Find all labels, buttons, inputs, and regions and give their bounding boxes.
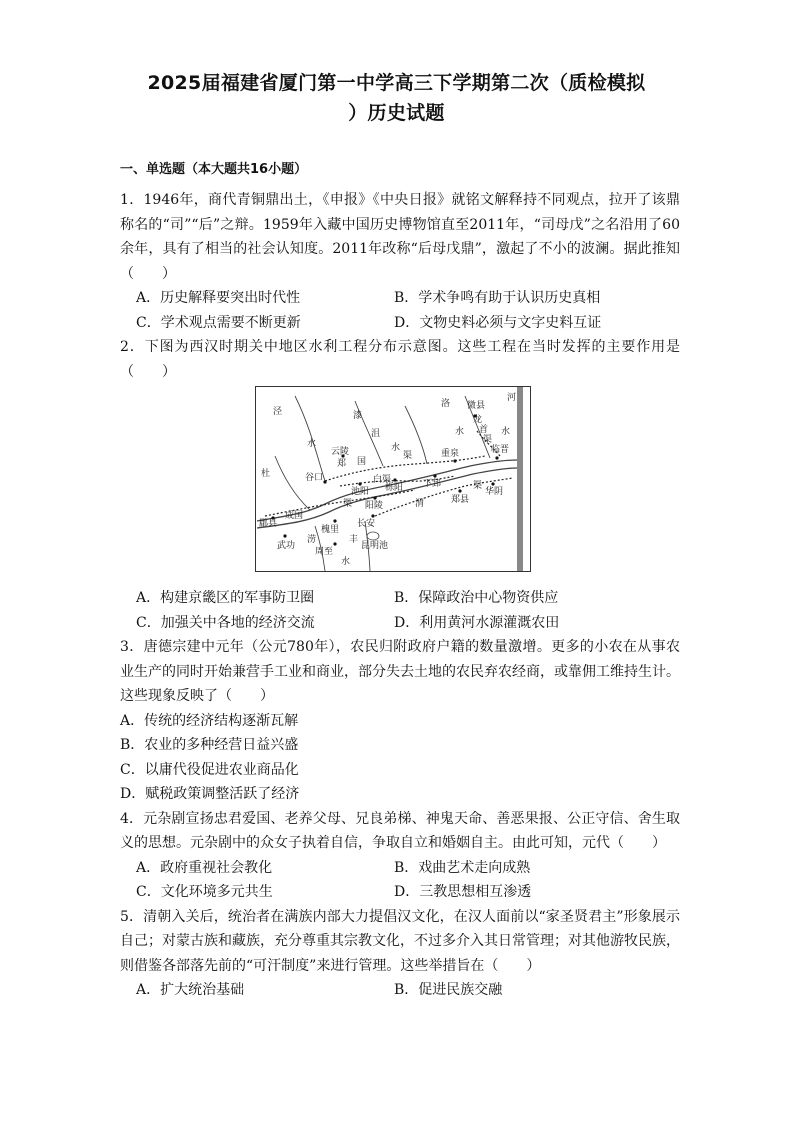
options xyxy=(120,856,680,905)
map-label: 水 xyxy=(391,443,401,453)
option-c[interactable]: C．加强关中各地的经济交流 xyxy=(136,614,315,631)
question-5 xyxy=(120,905,680,1003)
option-d[interactable]: D．赋税政策调整活跃了经济 xyxy=(120,786,300,802)
options xyxy=(120,709,680,807)
map-label: 泾 xyxy=(273,407,283,417)
water-works-map xyxy=(255,386,531,572)
map-label: 渠 xyxy=(403,451,413,461)
map-label: 涝 xyxy=(307,535,317,545)
option-a[interactable]: A．构建京畿区的军事防卫圈 xyxy=(136,590,315,606)
map-label: 渭 xyxy=(415,499,425,509)
map-label: 渠 xyxy=(343,499,353,509)
option-b[interactable]: B．促进民族交融 xyxy=(394,982,503,998)
map-label: 昆明池 xyxy=(361,541,389,551)
map-label: 郑县 xyxy=(451,495,470,505)
option-c[interactable]: C．文化环境多元共生 xyxy=(136,884,273,900)
map-label: 云陵 xyxy=(331,447,350,457)
section-heading: 一、单选题（本大题共16小题） xyxy=(120,162,308,177)
option-a[interactable]: A．历史解释要突出时代性 xyxy=(136,290,301,306)
option-a[interactable]: A．传统的经济结构逐渐瓦解 xyxy=(120,712,299,729)
map-label: 洛 xyxy=(441,399,451,409)
question-1 xyxy=(120,188,680,335)
option-b[interactable]: B．戏曲艺术走向成熟 xyxy=(394,859,531,876)
map-label: 丰 xyxy=(349,535,359,545)
map-label: 重泉 xyxy=(441,449,460,459)
map-label: 渠 xyxy=(483,435,493,445)
map-label: 华阴 xyxy=(485,487,504,497)
question-3 xyxy=(120,635,680,807)
map-label: 龙 xyxy=(473,415,483,425)
question-stem: 1．1946年，商代青铜鼎出土，《申报》《中央日报》就铭文解释持不同观点，拉开了该鼎称名的“司”“后”之辩。1959年入藏中国历史博物馆直至2011年，“司母戊”之名沿用了60余年，具有了相当的社会认知度。2011年改称“后母戊鼎”，激起了不小的波澜。据此推知（ ） xyxy=(120,192,680,282)
question-stem: 4．元杂剧宣扬忠君爱国、老养父母、兄良弟梯、神鬼天命、善恶果报、公正守信、舍生取义的思想。元杂剧中的众女子执着自信，争取自立和婚姻自主。由此可知，元代（ ） xyxy=(120,810,680,851)
question-list xyxy=(120,188,680,1003)
map-label: 国 xyxy=(357,457,367,467)
option-c[interactable]: C．以庸代役促进农业商品化 xyxy=(120,761,299,778)
map-label: 谷口 xyxy=(305,473,324,483)
map-label: 下邽 xyxy=(423,479,442,489)
map-label: 漆 xyxy=(353,411,363,421)
title-line-2: ）历史试题 xyxy=(348,102,445,124)
question-4 xyxy=(120,807,680,905)
question-stem: 5．清朝入关后，统治者在满族内部大力提倡汉文化，在汉人面前以“家圣贤君主”形象展示自己；对蒙古族和藏族，充分尊重其宗教文化，不过多介入其日常管理；对其他游牧民族，则借鉴各部落先前的“可汗制度”来进行管理。这些举措旨在（ ） xyxy=(120,908,680,974)
option-a[interactable]: A．政府重视社会教化 xyxy=(136,859,273,876)
map-label: 首 xyxy=(479,425,489,435)
map-label: 武功 xyxy=(277,541,296,551)
map-label: 河 xyxy=(507,393,517,403)
map-label: 成国 xyxy=(285,511,304,521)
map-label: 水 xyxy=(307,439,317,449)
options xyxy=(120,586,680,635)
option-c[interactable]: C．学术观点需要不断更新 xyxy=(136,314,301,331)
option-a[interactable]: A．扩大统治基础 xyxy=(136,982,245,998)
option-b[interactable]: B．保障政治中心物资供应 xyxy=(394,590,559,606)
option-b[interactable]: B．农业的多种经营日益兴盛 xyxy=(120,737,299,753)
map-label: 渠 xyxy=(473,481,483,491)
map-label: 郑 xyxy=(337,459,347,469)
map-label: 阳陵 xyxy=(365,501,384,511)
map-label: 长安 xyxy=(357,519,376,529)
map-label: 槐里 xyxy=(321,525,340,535)
map-label: 沮 xyxy=(371,429,381,439)
map-label: 水 xyxy=(341,557,351,567)
map-label: 栎阳 xyxy=(385,483,404,493)
exam-title xyxy=(110,68,683,128)
options xyxy=(120,978,680,1003)
title-line-1: 2025届福建省厦门第一中学高三下学期第二次（质检模拟 xyxy=(147,72,646,94)
map-label: 郿县 xyxy=(259,519,278,529)
question-stem: 2．下图为西汉时期关中地区水利工程分布示意图。这些工程在当时发挥的主要作用是（ ） xyxy=(120,339,680,380)
map-label: 水 xyxy=(501,427,511,437)
map-label: 微县 xyxy=(467,401,486,411)
map-label: 池阳 xyxy=(351,487,370,497)
map-label: 临晋 xyxy=(491,445,510,455)
map-label: 白渠 xyxy=(373,475,392,485)
option-d[interactable]: D．利用黄河水源灌溉农田 xyxy=(394,614,560,631)
map-figure xyxy=(120,386,680,584)
options xyxy=(120,286,680,335)
question-2 xyxy=(120,335,680,635)
map-label: 周至 xyxy=(315,547,334,557)
option-d[interactable]: D．文物史料必须与文字史料互证 xyxy=(394,314,602,331)
map-label: 水 xyxy=(455,427,465,437)
option-d[interactable]: D．三教思想相互渗透 xyxy=(394,884,532,900)
question-stem: 3．唐德宗建中元年（公元780年），农民归附政府户籍的数量激增。更多的小农在从事农业生产的同时开始兼营手工业和商业，部分失去土地的农民弃农经商，或靠佣工维持生计。这些现象反映了（ ） xyxy=(120,639,680,704)
option-b[interactable]: B．学术争鸣有助于认识历史真相 xyxy=(394,290,601,306)
map-label: 杜 xyxy=(261,469,271,479)
